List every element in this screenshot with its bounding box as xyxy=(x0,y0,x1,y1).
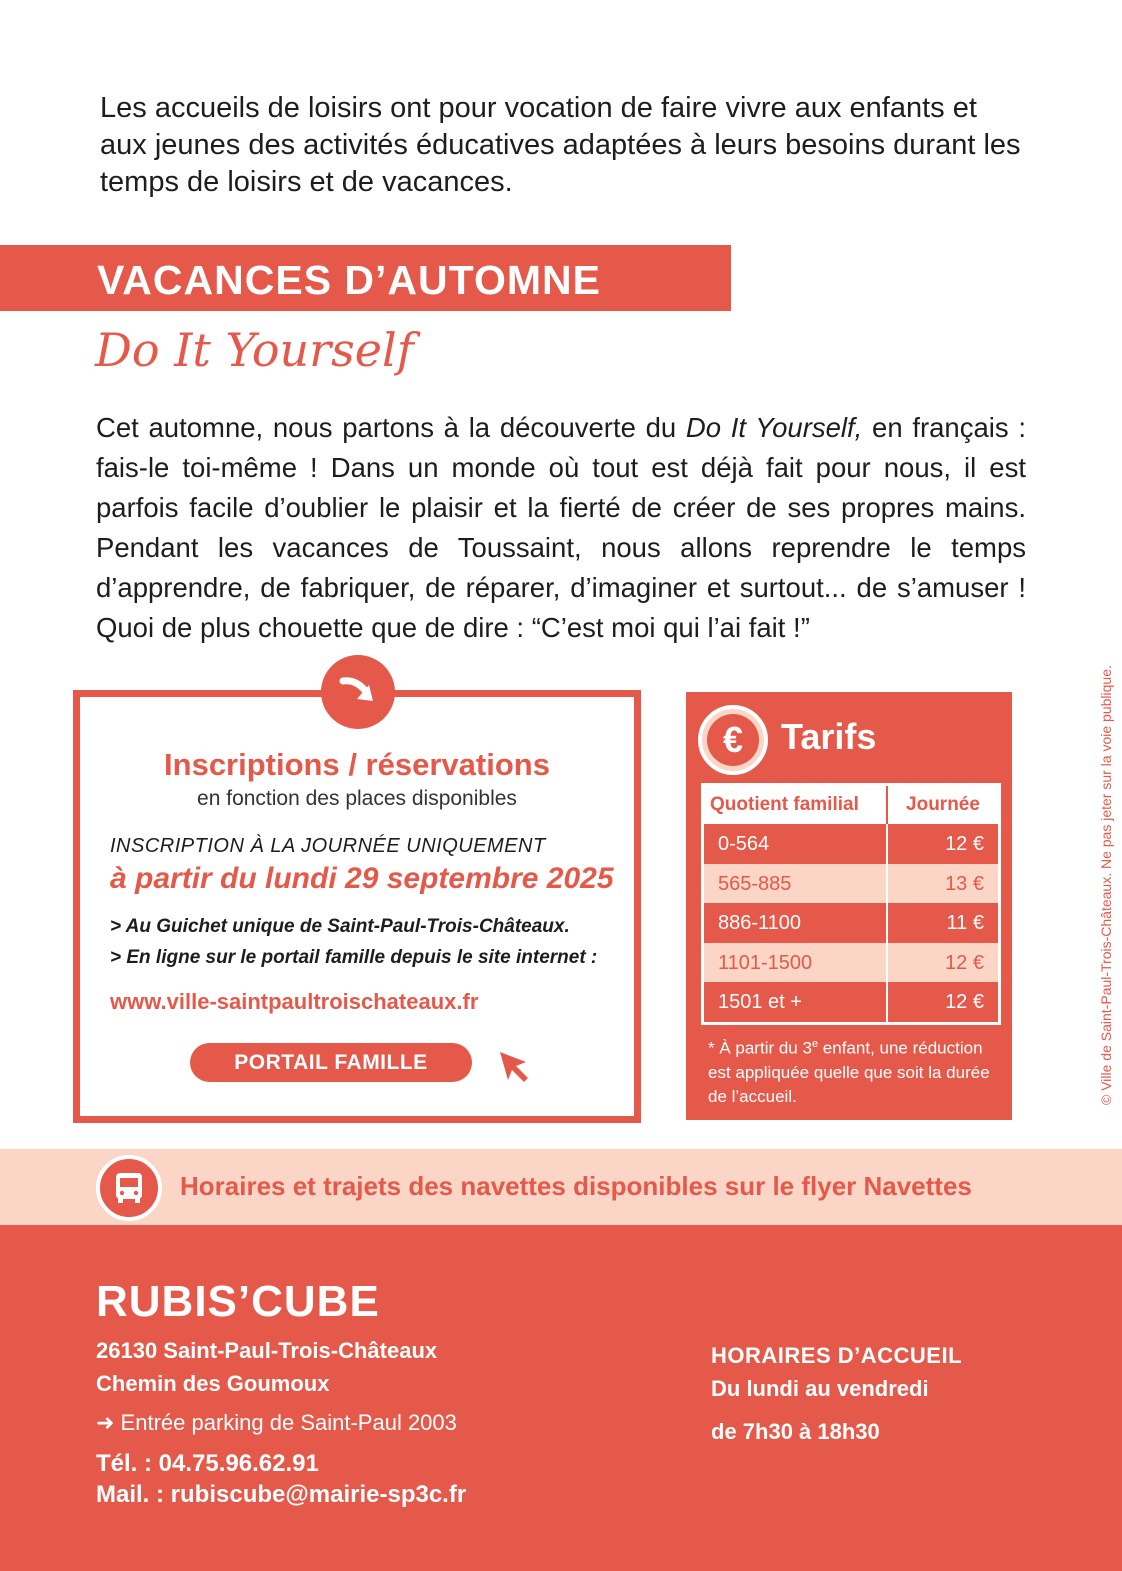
inscriptions-online: > En ligne sur le portail famille depuis le site internet : xyxy=(110,947,598,968)
note-part1: * À partir du 3 xyxy=(708,1038,812,1058)
shuttle-info: Horaires et trajets des navettes disponibles sur le flyer Navettes xyxy=(180,1171,972,1201)
inscriptions-title: Inscriptions / réservations xyxy=(164,747,550,782)
website-link[interactable]: www.ville-saintpaultroischateaux.fr xyxy=(110,989,479,1014)
email-address[interactable]: Mail. : rubiscube@mairie-sp3c.fr xyxy=(96,1481,467,1508)
season-banner-title: VACANCES D’AUTOMNE xyxy=(97,257,601,303)
euro-icon xyxy=(698,705,768,775)
row-price: 12 € xyxy=(945,991,984,1013)
phone-number[interactable]: Tél. : 04.75.96.62.91 xyxy=(96,1450,319,1477)
theme-description xyxy=(96,408,1026,648)
tarifs-table xyxy=(701,783,1001,1025)
row-price: 12 € xyxy=(945,951,984,974)
note-part2: enfant, une réduction est appliquée quelle que soit la durée de l’accueil. xyxy=(708,1038,990,1106)
footer xyxy=(0,1225,1122,1571)
description-italic: Do It Yourself, xyxy=(685,412,863,443)
bus-icon xyxy=(96,1155,162,1221)
note-superscript: e xyxy=(811,1038,819,1050)
parking-info: ➜ Entrée parking de Saint-Paul 2003 xyxy=(96,1410,457,1435)
address-city: 26130 Saint-Paul-Trois-Châteaux xyxy=(96,1338,438,1363)
row-price: 13 € xyxy=(945,872,984,895)
row-quotient: 1101-1500 xyxy=(704,943,888,983)
cursor-icon xyxy=(496,1048,532,1084)
season-banner xyxy=(0,245,731,311)
description-part1: Cet automne, nous partons à la découverte du xyxy=(96,412,686,443)
inscriptions-guichet: > Au Guichet unique de Saint-Paul-Trois-Châteaux. xyxy=(110,916,570,937)
address-street: Chemin des Goumoux xyxy=(96,1371,330,1396)
table-row xyxy=(704,903,998,943)
row-quotient: 1501 et + xyxy=(704,982,888,1022)
credit-notice: © Ville de Saint-Paul-Trois-Châteaux. Ne pas jeter sur la voie publique. xyxy=(1098,665,1114,1105)
intro-paragraph: Les accueils de loisirs ont pour vocation de faire vivre aux enfants et aux jeunes des activités éducatives adaptées à leurs besoins durant les temps de loisirs et de vacances. xyxy=(100,92,1021,198)
inscriptions-day-only: INSCRIPTION À LA JOURNÉE UNIQUEMENT xyxy=(110,835,546,857)
venue-name: RUBIS’CUBE xyxy=(96,1277,380,1326)
tarifs-note xyxy=(708,1032,998,1109)
row-quotient: 565-885 xyxy=(704,864,888,904)
header-journee: Journée xyxy=(906,794,980,815)
hours-time: de 7h30 à 18h30 xyxy=(711,1419,880,1444)
row-price: 12 € xyxy=(945,833,984,855)
table-row xyxy=(704,864,998,904)
table-header xyxy=(704,786,998,824)
hours-days: Du lundi au vendredi xyxy=(711,1376,929,1401)
row-quotient: 886-1100 xyxy=(704,903,888,943)
theme-title: Do It Yourself xyxy=(95,323,414,377)
inscriptions-start-date: à partir du lundi 29 septembre 2025 xyxy=(110,862,614,895)
table-row xyxy=(704,943,998,983)
euro-symbol: € xyxy=(707,714,759,766)
tarifs-title: Tarifs xyxy=(781,716,877,757)
tarifs-box xyxy=(686,692,1012,1120)
row-price: 11 € xyxy=(946,912,984,934)
row-quotient: 0-564 xyxy=(704,824,888,864)
table-row xyxy=(704,982,998,1022)
shuttle-band xyxy=(0,1149,1122,1225)
inscriptions-subtitle: en fonction des places disponibles xyxy=(197,787,517,810)
inscriptions-box xyxy=(73,690,641,1123)
description-part2: en français : fais-le toi-même ! Dans un monde où tout est déjà fait pour nous, il est parfois facile d’oublier le plaisir et la fierté de créer de ses propres mains. Pendant les vacances de Toussaint, nous allons reprendre le temps d’apprendre, de fabriquer, de réparer, d’imaginer et surtout... de s’amuser ! Quoi de plus chouette que de dire : “C’est moi qui l’ai fait !” xyxy=(96,412,1026,643)
hours-title: HORAIRES D’ACCUEIL xyxy=(711,1343,963,1368)
portail-famille-button[interactable]: PORTAIL FAMILLE xyxy=(190,1043,472,1082)
header-quotient: Quotient familial xyxy=(704,786,888,824)
table-row xyxy=(704,824,998,864)
arrow-icon xyxy=(321,655,395,729)
